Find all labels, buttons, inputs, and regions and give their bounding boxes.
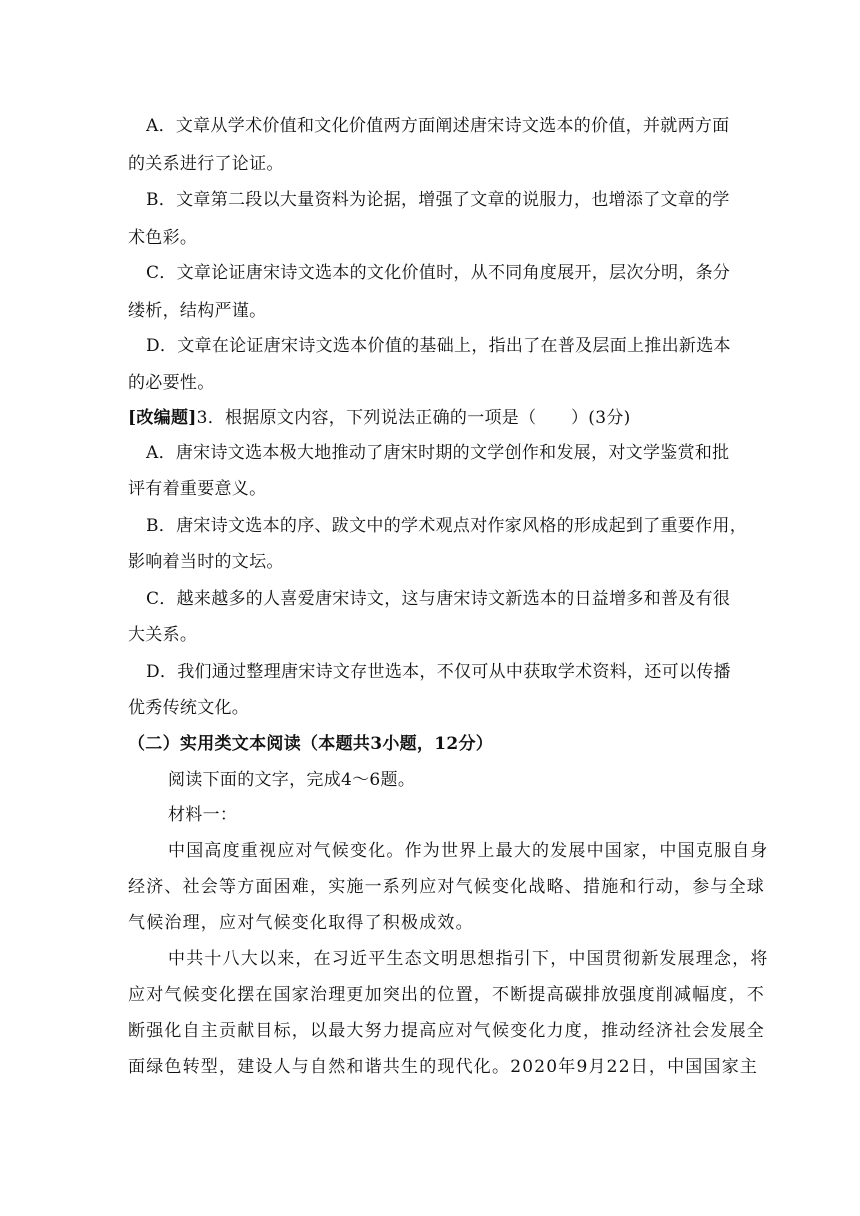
adapted-question-tag: [改编题]: [128, 408, 197, 428]
reading-instruction: 阅读下面的文字，完成4～6题。: [168, 770, 416, 790]
material-label: 材料一：: [168, 805, 238, 825]
q3-option-c-line1: C．越来越多的人喜爱唐宋诗文，这与唐宋诗文新选本的日益增多和普及有很: [146, 589, 731, 609]
q2-option-d-line1: D．文章在论证唐宋诗文选本价值的基础上，指出了在普及层面上推出新选本: [146, 336, 731, 356]
q3-option-b-line2: 影响着当时的文坛。: [128, 552, 284, 572]
q2-option-a-line2: 的关系进行了论证。: [128, 154, 284, 174]
paragraph-1-line1: 中国高度重视应对气候变化。作为世界上最大的发展中国家，中国克服自身: [168, 841, 769, 861]
q2-option-b-line1: B．文章第二段以大量资料为论据，增强了文章的说服力，也增添了文章的学: [146, 190, 730, 210]
question-3-text: 3．根据原文内容，下列说法正确的一项是（ ）(3分): [196, 408, 631, 428]
q2-option-a-line1: A．文章从学术价值和文化价值两方面阐述唐宋诗文选本的价值，并就两方面: [146, 116, 730, 136]
paragraph-1-line2: 经济、社会等方面困难，实施一系列应对气候变化战略、措施和行动，参与全球: [128, 877, 765, 897]
paragraph-2-line1: 中共十八大以来，在习近平生态文明思想指引下，中国贯彻新发展理念，将: [168, 949, 769, 969]
q3-option-a-line2: 评有着重要意义。: [128, 479, 267, 499]
q3-option-c-line2: 大关系。: [128, 625, 198, 645]
q2-option-b-line2: 术色彩。: [128, 228, 198, 248]
paragraph-2-line2: 应对气候变化摆在国家治理更加突出的位置，不断提高碳排放强度削减幅度，不: [128, 985, 765, 1005]
q2-option-c-line2: 缕析，结构严谨。: [128, 301, 267, 321]
q2-option-d-line2: 的必要性。: [128, 373, 215, 393]
q3-option-d-line1: D．我们通过整理唐宋诗文存世选本，不仅可从中获取学术资料，还可以传播: [146, 662, 731, 682]
paragraph-2-line3: 断强化自主贡献目标，以最大努力提高应对气候变化力度，推动经济社会发展全: [128, 1021, 765, 1041]
question-3-stem: [0, 406, 860, 430]
section-heading: （二）实用类文本阅读（本题共3小题，12分）: [128, 734, 494, 754]
q3-option-b-line1: B．唐宋诗文选本的序、跋文中的学术观点对作家风格的形成起到了重要作用，: [146, 516, 747, 536]
paragraph-2-line4: 面绿色转型，建设人与自然和谐共生的现代化。2020年9月22日，中国国家主: [128, 1057, 759, 1077]
q3-option-a-line1: A．唐宋诗文选本极大地推动了唐宋时期的文学创作和发展，对文学鉴赏和批: [146, 443, 730, 463]
q3-option-d-line2: 优秀传统文化。: [128, 698, 250, 718]
paragraph-1-line3: 气候治理，应对气候变化取得了积极成效。: [128, 913, 474, 933]
q2-option-c-line1: C．文章论证唐宋诗文选本的文化价值时，从不同角度展开，层次分明，条分: [146, 263, 731, 283]
